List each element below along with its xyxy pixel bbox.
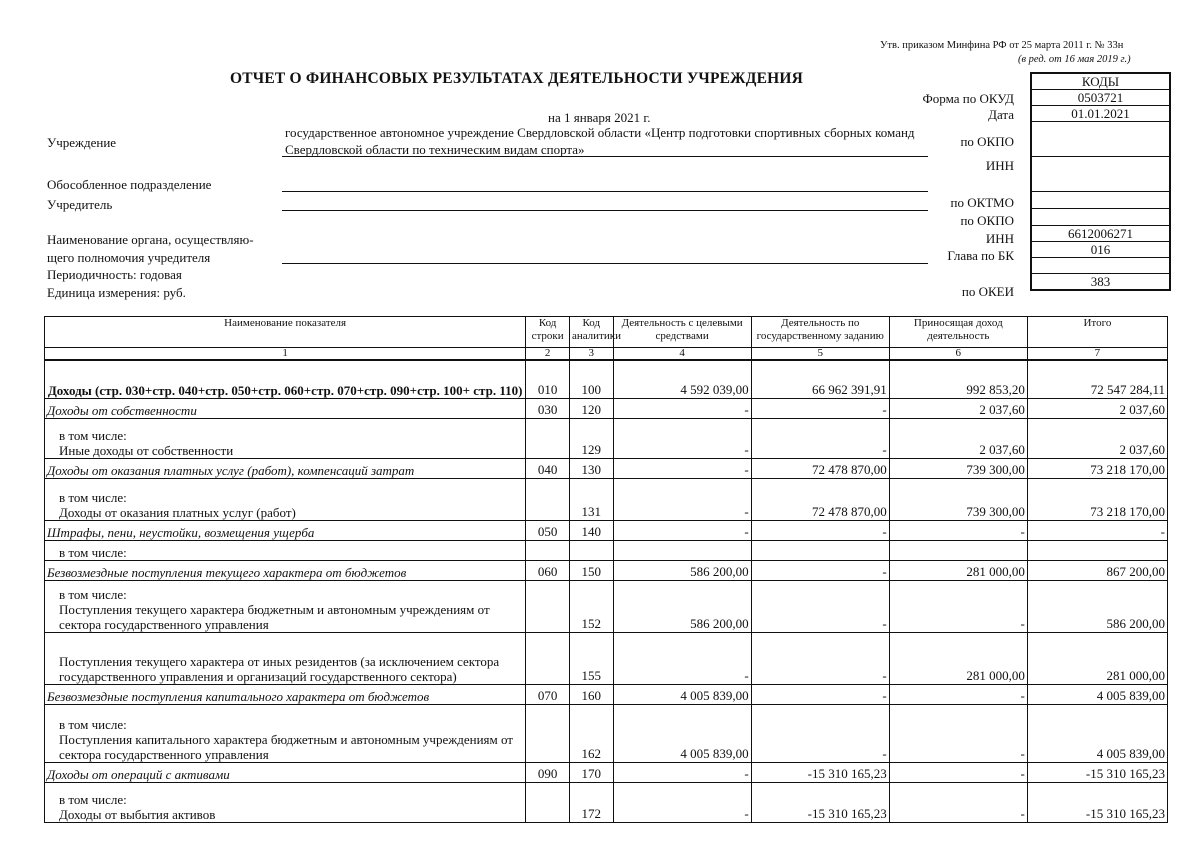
date-label: Дата	[988, 107, 1014, 122]
row-analytics-code: 172	[569, 782, 613, 822]
row-total: -	[1027, 520, 1167, 540]
table-row	[45, 704, 1168, 762]
okud-code: 0503721	[1032, 90, 1169, 106]
okpo2-label: по ОКПО	[960, 213, 1014, 228]
approval-revision-note: (в ред. от 16 мая 2019 г.)	[1018, 54, 1131, 65]
row-analytics-code: 100	[569, 360, 613, 398]
inn2-code: 6612006271	[1032, 226, 1169, 242]
row-line-code	[526, 478, 570, 520]
bk-label: Глава по БК	[947, 248, 1014, 263]
table-row	[45, 782, 1168, 822]
row-line-code	[526, 782, 570, 822]
row-total: -15 310 165,23	[1027, 762, 1167, 782]
row-line-code: 070	[526, 684, 570, 704]
row-targeted-funds: -	[613, 478, 751, 520]
column-number: 7	[1027, 348, 1167, 361]
table-row	[45, 398, 1168, 418]
okud-label: Форма по ОКУД	[922, 91, 1014, 106]
row-line-code: 010	[526, 360, 570, 398]
row-state-assignment: -	[751, 418, 889, 458]
row-name: в том числе:	[45, 540, 526, 560]
row-income-generating: 739 300,00	[889, 478, 1027, 520]
row-targeted-funds	[613, 540, 751, 560]
row-analytics-code: 150	[569, 560, 613, 580]
division-label: Обособленное подразделение	[47, 177, 212, 192]
institution-underline	[282, 156, 928, 157]
oktmo-code	[1032, 192, 1169, 209]
row-income-generating	[889, 540, 1027, 560]
row-targeted-funds: -	[613, 632, 751, 684]
report-date-line: на 1 января 2021 г.	[548, 110, 651, 125]
header-analytics-code: Код аналитики	[569, 317, 613, 348]
row-state-assignment: -15 310 165,23	[751, 762, 889, 782]
date-code: 01.01.2021	[1032, 106, 1169, 122]
table-row	[45, 762, 1168, 782]
table-row	[45, 632, 1168, 684]
row-line-code: 090	[526, 762, 570, 782]
row-name: Доходы от собственности	[45, 398, 526, 418]
row-line-code	[526, 704, 570, 762]
column-number: 4	[613, 348, 751, 361]
row-analytics-code: 152	[569, 580, 613, 632]
authority-underline	[282, 263, 928, 264]
row-state-assignment: -	[751, 520, 889, 540]
row-income-generating: -	[889, 704, 1027, 762]
row-total: -15 310 165,23	[1027, 782, 1167, 822]
column-number: 2	[526, 348, 570, 361]
row-targeted-funds: 586 200,00	[613, 560, 751, 580]
inn2-label: ИНН	[985, 231, 1014, 246]
row-total: 73 218 170,00	[1027, 478, 1167, 520]
okpo-label: по ОКПО	[960, 134, 1014, 149]
row-targeted-funds: 4 592 039,00	[613, 360, 751, 398]
column-number: 3	[569, 348, 613, 361]
row-income-generating: 281 000,00	[889, 560, 1027, 580]
row-line-code	[526, 418, 570, 458]
row-line-code	[526, 632, 570, 684]
row-income-generating: -	[889, 762, 1027, 782]
header-state-assignment: Деятельность по государственному заданию	[751, 317, 889, 348]
row-line-code: 030	[526, 398, 570, 418]
codes-title: КОДЫ	[1032, 74, 1169, 90]
row-total	[1027, 540, 1167, 560]
row-name: Доходы от оказания платных услуг (работ), компенсаций затрат	[45, 458, 526, 478]
table-row	[45, 458, 1168, 478]
row-analytics-code: 129	[569, 418, 613, 458]
header-income-generating: Приносящая доход деятельность	[889, 317, 1027, 348]
row-income-generating: 2 037,60	[889, 418, 1027, 458]
row-analytics-code: 170	[569, 762, 613, 782]
unit-label: Единица измерения: руб.	[47, 285, 186, 300]
row-analytics-code: 160	[569, 684, 613, 704]
table-row	[45, 418, 1168, 458]
row-state-assignment: -	[751, 580, 889, 632]
row-income-generating: 281 000,00	[889, 632, 1027, 684]
row-income-generating: -	[889, 782, 1027, 822]
row-line-code	[526, 580, 570, 632]
founder-label: Учредитель	[47, 197, 113, 212]
column-number: 5	[751, 348, 889, 361]
table-body	[45, 360, 1168, 822]
row-analytics-code: 131	[569, 478, 613, 520]
okei-code: 383	[1032, 274, 1169, 291]
header-targeted-funds: Деятельность с целевыми средствами	[613, 317, 751, 348]
row-total: 2 037,60	[1027, 398, 1167, 418]
row-analytics-code: 140	[569, 520, 613, 540]
row-targeted-funds: -	[613, 520, 751, 540]
row-name: в том числе: Доходы от выбытия активов	[45, 782, 526, 822]
row-state-assignment: -15 310 165,23	[751, 782, 889, 822]
row-total: 867 200,00	[1027, 560, 1167, 580]
row-total: 586 200,00	[1027, 580, 1167, 632]
row-income-generating: 739 300,00	[889, 458, 1027, 478]
row-analytics-code: 162	[569, 704, 613, 762]
blank-code	[1032, 258, 1169, 274]
table-row	[45, 580, 1168, 632]
header-total: Итого	[1027, 317, 1167, 348]
row-targeted-funds: 4 005 839,00	[613, 684, 751, 704]
row-line-code: 050	[526, 520, 570, 540]
row-name: Доходы от операций с активами	[45, 762, 526, 782]
row-line-code	[526, 540, 570, 560]
row-name: в том числе: Доходы от оказания платных услуг (работ)	[45, 478, 526, 520]
row-total: 72 547 284,11	[1027, 360, 1167, 398]
oktmo-label: по ОКТМО	[950, 195, 1014, 210]
inn-code	[1032, 157, 1169, 192]
header-name: Наименование показателя	[45, 317, 526, 348]
financial-results-table	[44, 316, 1168, 823]
row-targeted-funds: -	[613, 398, 751, 418]
founder-underline	[282, 210, 928, 211]
row-total: 281 000,00	[1027, 632, 1167, 684]
row-state-assignment: -	[751, 398, 889, 418]
division-underline	[282, 191, 928, 192]
row-state-assignment: 72 478 870,00	[751, 458, 889, 478]
row-income-generating: 992 853,20	[889, 360, 1027, 398]
okei-label: по ОКЕИ	[961, 284, 1014, 299]
row-targeted-funds: -	[613, 762, 751, 782]
header-line-code: Код строки	[526, 317, 570, 348]
row-targeted-funds: 4 005 839,00	[613, 704, 751, 762]
approval-note: Утв. приказом Минфина РФ от 25 марта 2011 г. № 33н	[880, 40, 1124, 51]
row-analytics-code: 130	[569, 458, 613, 478]
row-total: 4 005 839,00	[1027, 684, 1167, 704]
row-targeted-funds: -	[613, 458, 751, 478]
row-analytics-code: 120	[569, 398, 613, 418]
row-analytics-code	[569, 540, 613, 560]
row-name: Поступления текущего характера от иных резидентов (за исключением сектора государственного управления и организаций государственного сектора)	[45, 632, 526, 684]
bk-code: 016	[1032, 242, 1169, 258]
authority-label-line2: щего полномочия учредителя	[47, 250, 211, 265]
row-targeted-funds: 586 200,00	[613, 580, 751, 632]
row-name: Штрафы, пени, неустойки, возмещения ущерба	[45, 520, 526, 540]
row-targeted-funds: -	[613, 782, 751, 822]
row-income-generating: 2 037,60	[889, 398, 1027, 418]
row-total: 2 037,60	[1027, 418, 1167, 458]
authority-label-line1: Наименование органа, осуществляю-	[47, 232, 254, 247]
table-row	[45, 540, 1168, 560]
okpo-code	[1032, 122, 1169, 157]
row-state-assignment: -	[751, 560, 889, 580]
row-state-assignment: -	[751, 632, 889, 684]
table-row	[45, 520, 1168, 540]
row-line-code: 040	[526, 458, 570, 478]
okpo2-code	[1032, 209, 1169, 226]
institution-name: государственное автономное учреждение Свердловской области «Центр подготовки спортивных сборных команд Свердловской области по техническим видам спорта»	[285, 125, 915, 157]
row-state-assignment: 72 478 870,00	[751, 478, 889, 520]
column-number: 1	[45, 348, 526, 361]
row-total: 4 005 839,00	[1027, 704, 1167, 762]
row-total: 73 218 170,00	[1027, 458, 1167, 478]
report-title: ОТЧЕТ О ФИНАНСОВЫХ РЕЗУЛЬТАТАХ ДЕЯТЕЛЬНОСТИ УЧРЕЖДЕНИЯ	[230, 70, 804, 87]
table-row	[45, 684, 1168, 704]
row-name: Безвозмездные поступления капитального характера от бюджетов	[45, 684, 526, 704]
row-line-code: 060	[526, 560, 570, 580]
row-targeted-funds: -	[613, 418, 751, 458]
row-name: в том числе: Поступления текущего характера бюджетным и автономным учреждениям от сектора государственного управления	[45, 580, 526, 632]
row-name: в том числе: Поступления капитального характера бюджетным и автономным учреждениям от сектора государственного управления	[45, 704, 526, 762]
institution-label: Учреждение	[47, 135, 117, 150]
table-row	[45, 478, 1168, 520]
row-analytics-code: 155	[569, 632, 613, 684]
row-income-generating: -	[889, 580, 1027, 632]
periodicity-label: Периодичность: годовая	[47, 267, 182, 282]
table-row	[45, 560, 1168, 580]
row-state-assignment: 66 962 391,91	[751, 360, 889, 398]
inn-label: ИНН	[985, 158, 1014, 173]
row-state-assignment	[751, 540, 889, 560]
table-row	[45, 360, 1168, 398]
row-state-assignment: -	[751, 684, 889, 704]
column-number: 6	[889, 348, 1027, 361]
row-name: в том числе: Иные доходы от собственности	[45, 418, 526, 458]
row-name: Безвозмездные поступления текущего характера от бюджетов	[45, 560, 526, 580]
row-income-generating: -	[889, 520, 1027, 540]
row-state-assignment: -	[751, 704, 889, 762]
codes-box	[1030, 72, 1171, 291]
row-name: Доходы (стр. 030+стр. 040+стр. 050+стр. 060+стр. 070+стр. 090+стр. 100+ стр. 110)	[45, 360, 526, 398]
row-income-generating: -	[889, 684, 1027, 704]
